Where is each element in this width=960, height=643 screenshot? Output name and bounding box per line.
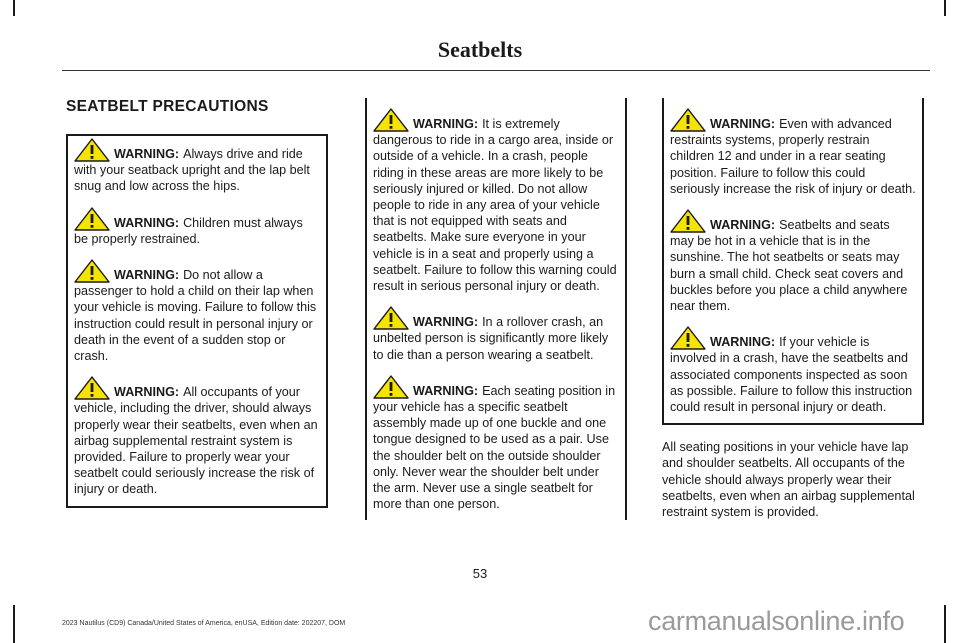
warning-label: WARNING: [710,218,776,233]
warning-box [365,98,627,520]
warning-text: Seatbelts and seats may be hot in a vehicle that is in the sunshine. The hot seatbelts or seats may burn a small child. Check seat covers and buckles before you place a child anywhere near them. [670,218,908,314]
warning-label: WARNING: [114,215,180,230]
warning-label: WARNING: [710,117,776,131]
warning-item [670,326,916,415]
warning-label: WARNING: [114,147,180,161]
page-title: Seatbelts [437,37,523,62]
warning-label: WARNING: [114,385,180,400]
warning-text: All occupants of your vehicle, including the driver, should always properly wear their seatbelts, even when an airbag supplemental restraint system is provided. Failure to properly wear your seatbelt could seriously increase the risk of injury or death. [74,385,318,497]
warning-triangle-icon [74,376,110,400]
warning-item [373,108,619,294]
warning-triangle-icon [74,138,110,162]
body-paragraph: All seating positions in your vehicle have lap and shoulder seatbelts. All occupants of the vehicle should always properly wear their seatbelts, even when an airbag supplemental restraint system is provided. [662,440,915,520]
warning-item [74,376,320,497]
crop-mark [13,605,15,643]
footer-edition-info: 2023 Nautilus (CD9) Canada/United States of America, enUSA, Edition date: 202207, DOM [62,620,346,627]
warning-text: Each seating position in your vehicle has a specific seatbelt assembly made up of one buckle and one tongue designed to be used as a pair. Use the shoulder belt on the outside shoulder only. Never wear the shoulder belt under the arm. Never use a single seatbelt for more than one person. [373,383,616,512]
warning-triangle-icon [670,108,706,132]
warning-text: Even with advanced restraints systems, properly restrain children 12 and under in a rear seating position. Failure to follow this could seriously increase the risk of injury or death. [670,117,916,196]
warning-box [662,98,924,425]
warning-box [66,134,328,508]
warning-item [670,209,916,314]
warning-triangle-icon [373,306,409,330]
column-1 [66,98,328,508]
warning-text: If your vehicle is involved in a crash, have the seatbelts and associated components inspected as soon as possible. Failure to follow this instruction could result in personal injury or death. [670,335,913,415]
warning-item [74,259,320,364]
header-divider [62,70,930,71]
warning-label: WARNING: [413,383,479,398]
crop-mark [944,605,946,643]
watermark: carmanualsonline.info [648,606,905,636]
warning-text: It is extremely dangerous to ride in a cargo area, inside or outside of a vehicle. In a crash, people riding in these areas are more likely to be seriously injured or killed. Do not allow people to ride in any area of your vehicle that is not equipped with seats and seatbelts. Make sure everyone in your vehicle is in a seat and properly using a seatbelt. Failure to follow this warning could result in serious personal injury or death. [373,117,617,294]
warning-triangle-icon [74,207,110,231]
column-2 [365,98,627,520]
warning-label: WARNING: [413,117,479,131]
warning-label: WARNING: [710,335,776,350]
warning-label: WARNING: [114,268,180,283]
warning-triangle-icon [373,108,409,132]
crop-mark [13,0,15,16]
warning-text: In a rollover crash, an unbelted person is significantly more likely to die than a person wearing a seatbelt. [373,315,609,362]
warning-text: Always drive and ride with your seatback upright and the lap belt snug and low across the hips. [74,147,310,194]
warning-text: Children must always be properly restrained. [74,215,303,246]
warning-item [373,375,619,513]
crop-mark [944,0,946,16]
warning-text: Do not allow a passenger to hold a child on their lap when your vehicle is moving. Failure to follow this instruction could result in personal injury or death in the event of a sudden stop or crash. [74,268,317,364]
page-number: 53 [472,566,488,581]
warning-item [670,108,916,197]
warning-triangle-icon [670,326,706,350]
warning-item [74,207,320,247]
warning-triangle-icon [373,375,409,399]
warning-item [373,306,619,363]
section-title: SEATBELT PRECAUTIONS [66,98,269,115]
warning-triangle-icon [74,259,110,283]
column-3 [662,98,924,520]
warning-triangle-icon [670,209,706,233]
warning-label: WARNING: [413,315,479,330]
warning-item [74,138,320,195]
